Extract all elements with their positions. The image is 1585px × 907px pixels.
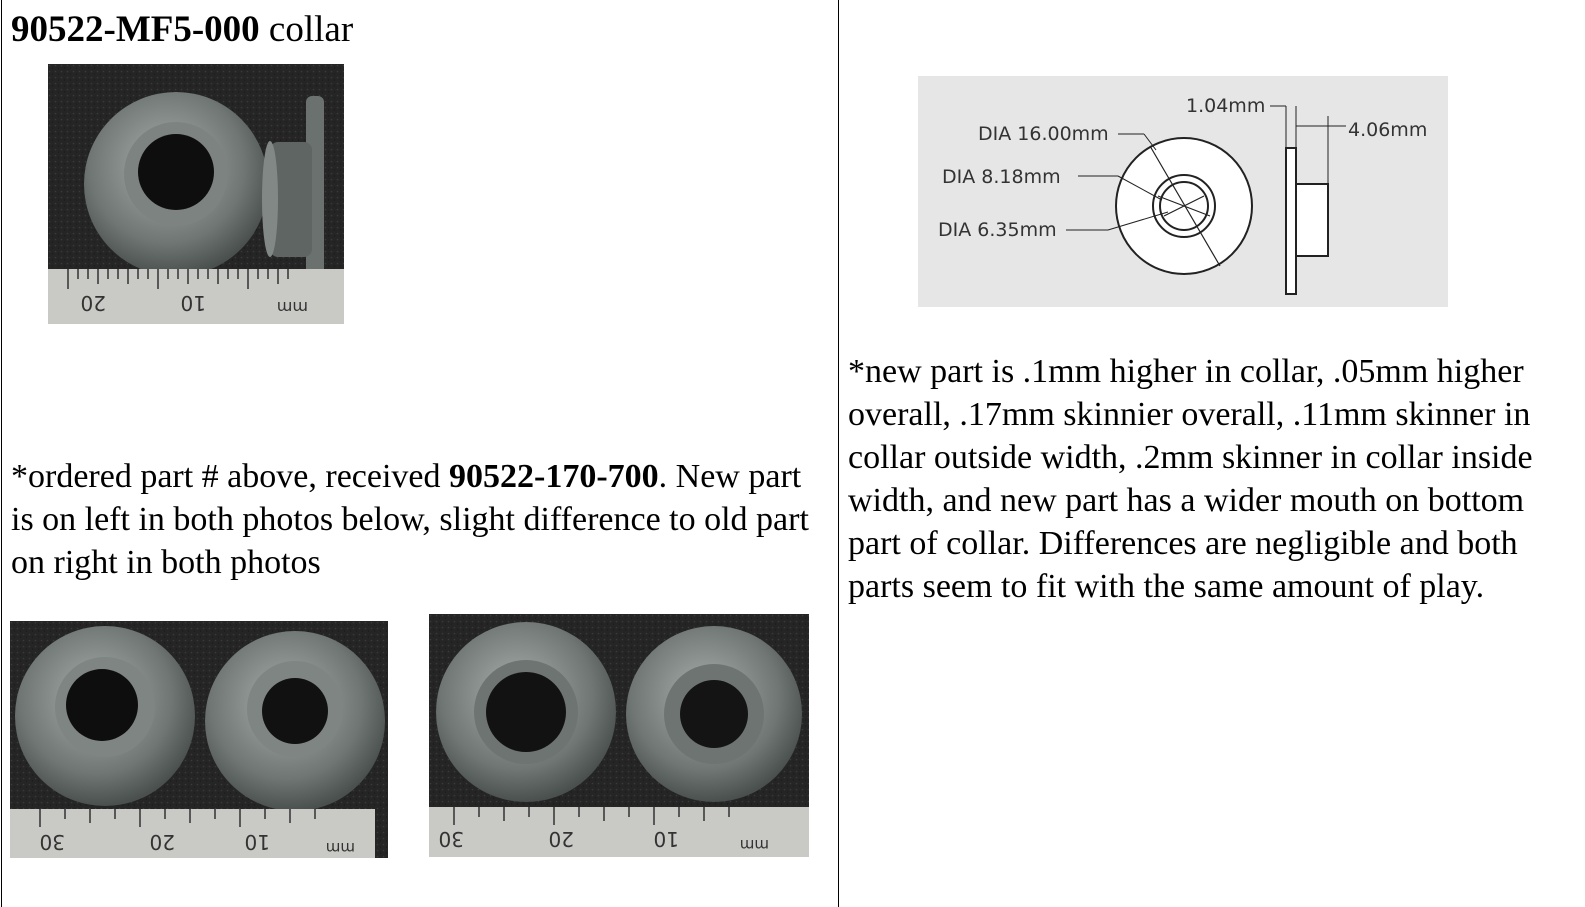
ruler-label-10: 10	[244, 830, 270, 854]
part-name: collar	[268, 9, 354, 50]
part-number: 90522-MF5-000	[11, 9, 260, 50]
photo-comparison-top	[429, 614, 809, 857]
photo-comparison-angled	[10, 621, 388, 858]
ruler-label-mm: mm	[276, 298, 308, 317]
dim-flange-thickness: 1.04mm	[1186, 95, 1266, 117]
ruler-label-30: 30	[39, 830, 65, 854]
table-border-left	[1, 0, 2, 907]
dim-inner-diameter: DIA 6.35mm	[938, 219, 1057, 241]
ruler-label-20: 20	[548, 827, 574, 851]
ruler-label-20: 20	[80, 291, 106, 315]
photo-collar-top	[48, 64, 344, 324]
ruler-label-10: 10	[180, 291, 206, 315]
note-received-part	[11, 455, 831, 584]
ruler-label-10: 10	[653, 827, 679, 851]
dim-outer-diameter: DIA 16.00mm	[978, 123, 1109, 145]
note-left-prefix: *ordered part # above, received	[11, 458, 449, 495]
column-divider	[838, 0, 839, 907]
ruler-label-mm: mm	[739, 836, 769, 854]
dim-overall-height: 4.06mm	[1348, 119, 1428, 141]
collar-hole	[138, 134, 214, 210]
ruler-label-20: 20	[149, 830, 175, 854]
ruler-label-30: 30	[438, 827, 464, 851]
received-part-number: 90522-170-700	[449, 458, 659, 495]
note-differences: *new part is .1mm higher in collar, .05mm higher overall, .17mm skinnier overall, .11mm skinner in collar outside width, .2mm skinner in collar inside width, and new part has a wider mouth on bottom part of collar. Differences are negligible and both parts seem to fit with the same amount of play.	[848, 353, 1533, 605]
dimension-diagram	[918, 76, 1448, 307]
part-title	[11, 8, 353, 52]
note-left-suffix: . New part is on left in both photos below, slight difference to old part on right in both photos	[11, 458, 809, 581]
ruler-label-mm: mm	[325, 839, 355, 857]
dim-collar-outer-diameter: DIA 8.18mm	[942, 166, 1061, 188]
